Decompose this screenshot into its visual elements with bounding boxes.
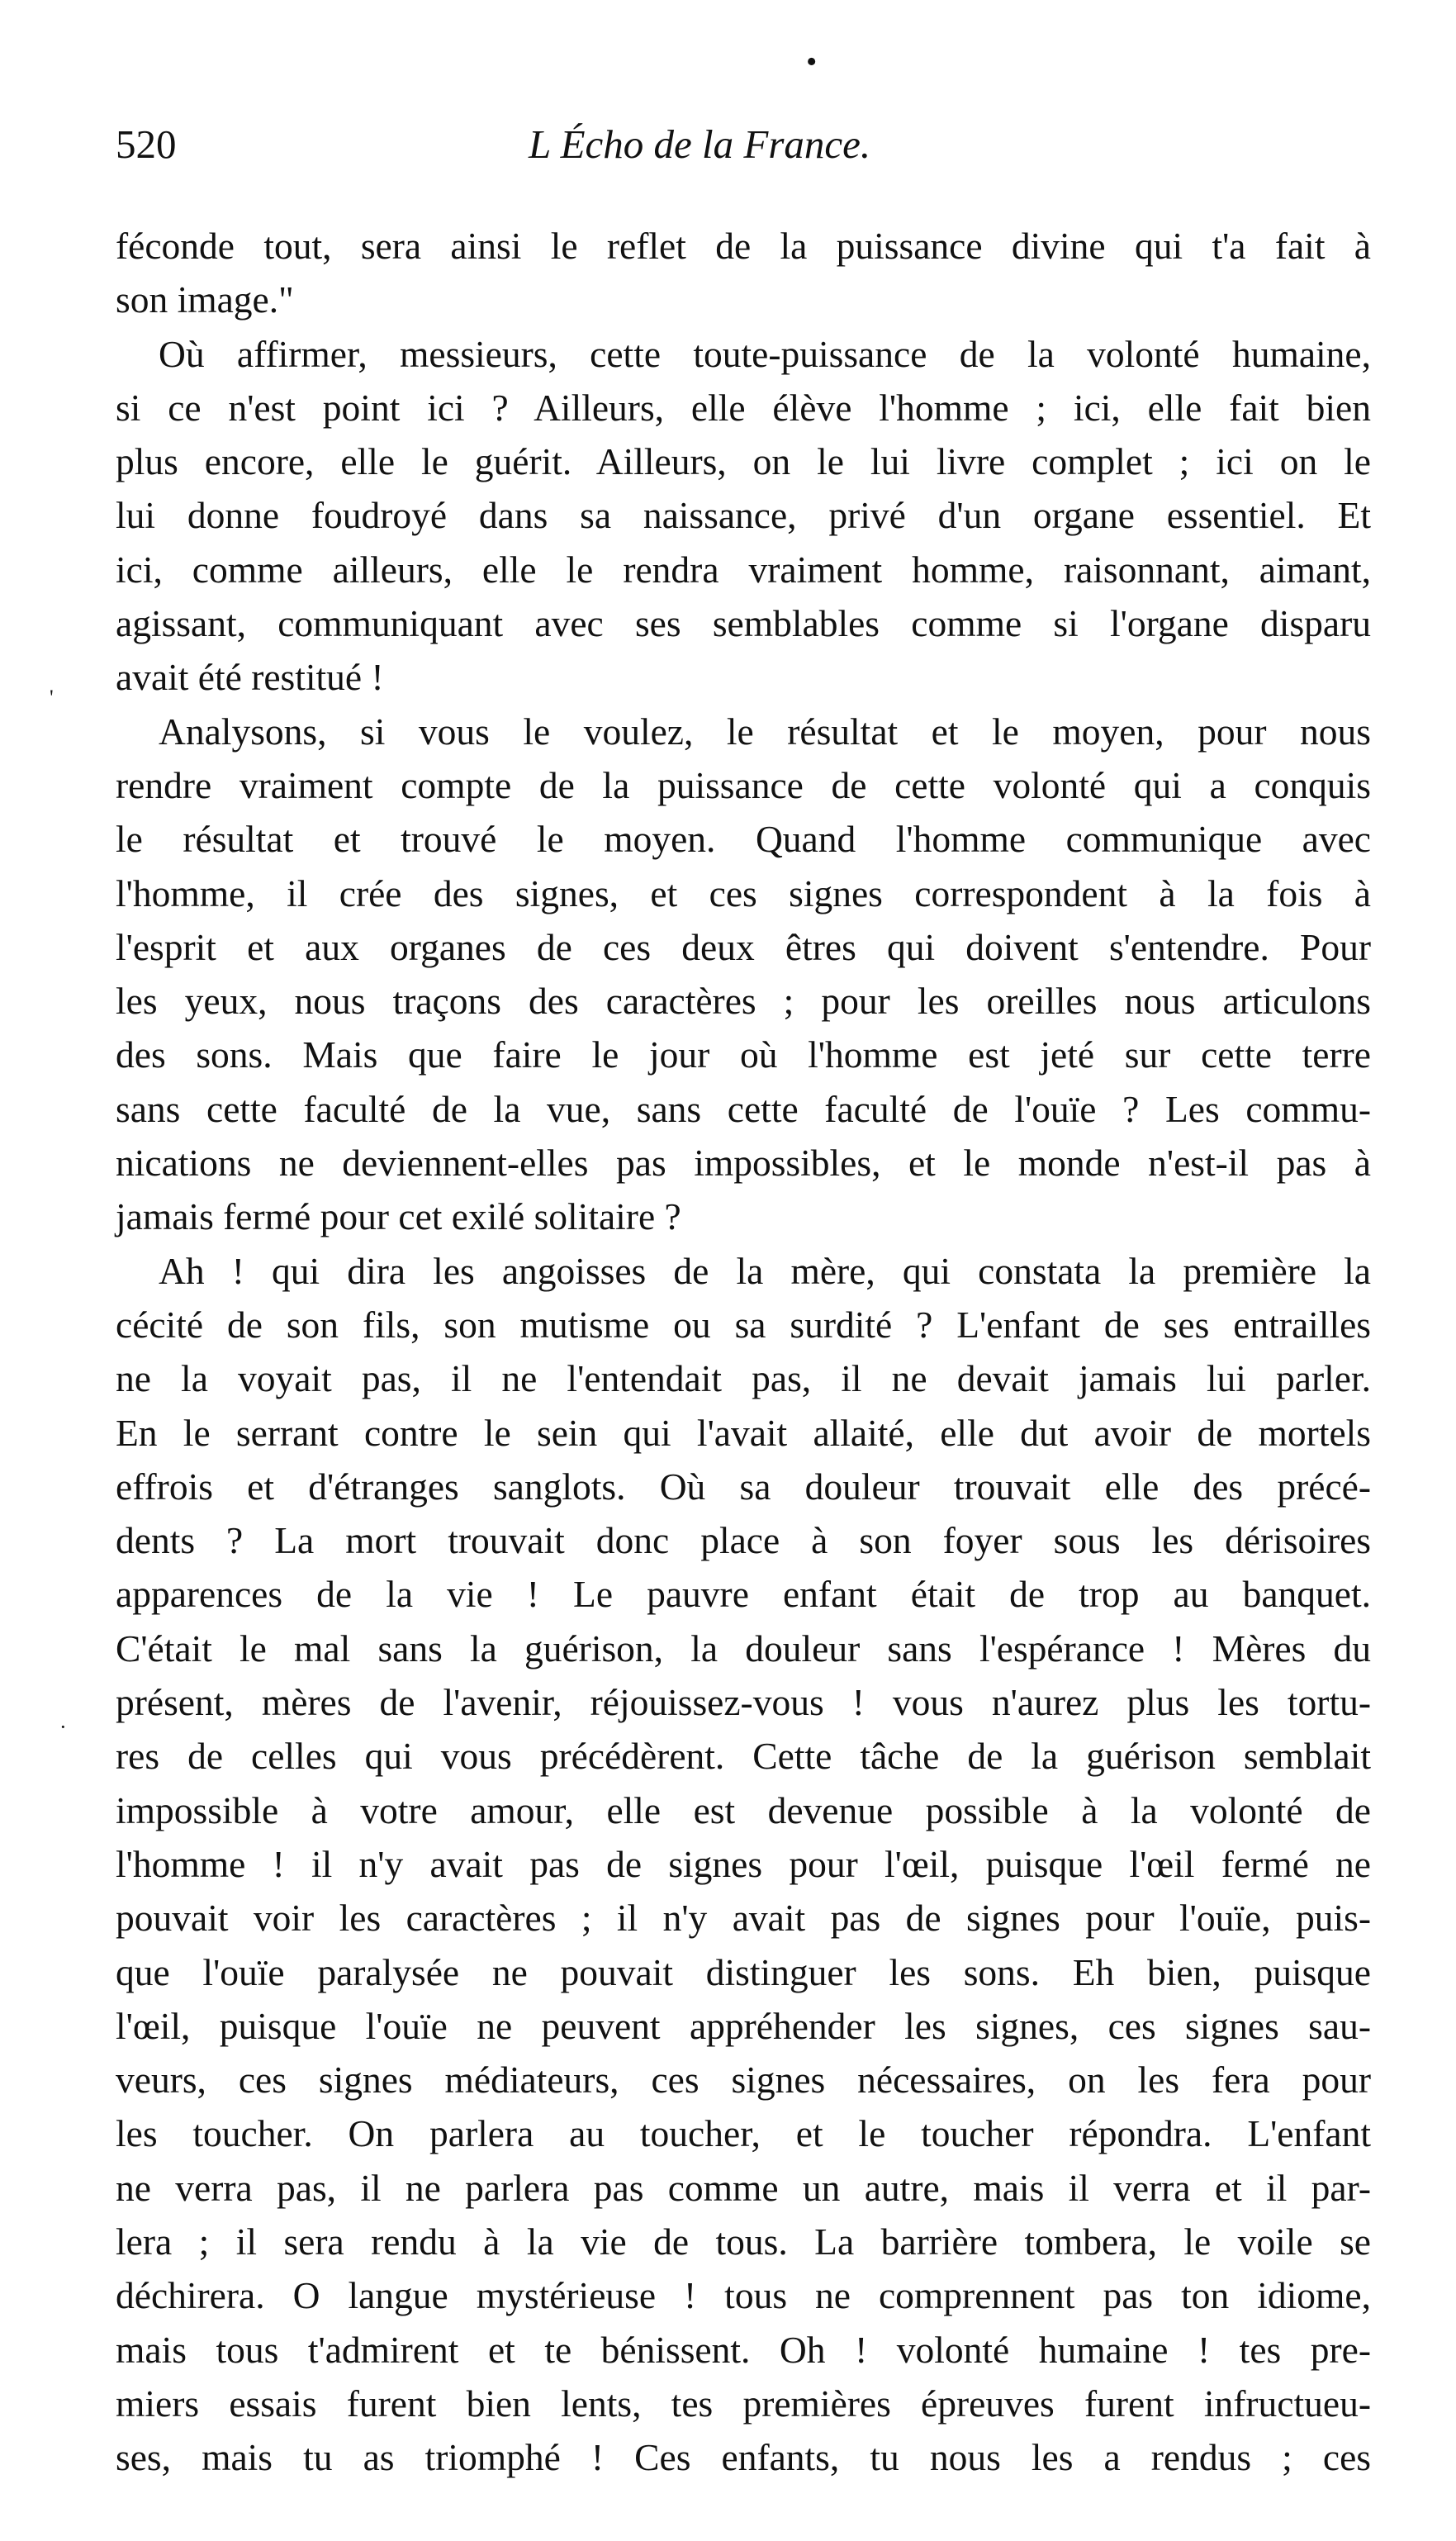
text-line: le résultat et trouvé le moyen. Quand l'homme communique avec <box>116 818 1371 861</box>
text-line: jamais fermé pour cet exilé solitaire ? <box>116 1195 681 1238</box>
page-number: 520 <box>116 121 177 167</box>
running-header <box>116 116 1387 173</box>
text-line: plus encore, elle le guérit. Ailleurs, on le lui livre complet ; ici on le <box>116 440 1371 483</box>
text-line: effrois et d'étranges sanglots. Où sa douleur trouvait elle des précé- <box>116 1465 1371 1508</box>
text-line: Où affirmer, messieurs, cette toute-puissance de la volonté humaine, <box>159 332 1371 375</box>
text-line: pouvait voir les caractères ; il n'y avait pas de signes pour l'ouïe, puis- <box>116 1897 1371 1940</box>
page-top-mark: • <box>806 45 818 79</box>
text-line: l'esprit et aux organes de ces deux êtres qui doivent s'entendre. Pour <box>116 925 1371 968</box>
paragraph-4 <box>116 1244 1371 2485</box>
text-line: Analysons, si vous le voulez, le résultat et le moyen, pour nous <box>159 710 1371 753</box>
text-line: les toucher. On parlera au toucher, et le toucher répondra. L'enfant <box>116 2112 1371 2155</box>
text-line: ici, comme ailleurs, elle le rendra vraiment homme, raisonnant, aimant, <box>116 548 1371 591</box>
text-line: présent, mères de l'avenir, réjouissez-vous ! vous n'aurez plus les tortu- <box>116 1681 1371 1724</box>
text-line: lera ; il sera rendu à la vie de tous. La barrière tombera, le voile se <box>116 2220 1371 2263</box>
text-line: nications ne deviennent-elles pas impossibles, et le monde n'est-il pas à <box>116 1142 1371 1185</box>
text-line: Ah ! qui dira les angoisses de la mère, qui constata la première la <box>159 1249 1371 1292</box>
text-line: lui donne foudroyé dans sa naissance, privé d'un organe essentiel. Et <box>116 494 1371 537</box>
text-line: cécité de son fils, son mutisme ou sa surdité ? L'enfant de ses entrailles <box>116 1303 1371 1346</box>
body-text <box>116 219 1371 2484</box>
text-line: l'homme, il crée des signes, et ces signes correspondent à la fois à <box>116 872 1371 914</box>
text-line: sans cette faculté de la vue, sans cette faculté de l'ouïe ? Les commu- <box>116 1087 1371 1130</box>
text-line: l'homme ! il n'y avait pas de signes pour l'œil, puisque l'œil fermé ne <box>116 1842 1371 1885</box>
text-line: res de celles qui vous précédèrent. Cette tâche de la guérison semblait <box>116 1735 1371 1778</box>
running-title: L Écho de la France. <box>529 121 871 167</box>
paragraph-3 <box>116 705 1371 1244</box>
text-line: ses, mais tu as triomphé ! Ces enfants, tu nous les a rendus ; ces <box>116 2436 1371 2479</box>
text-line: ne verra pas, il ne parlera pas comme un autre, mais il verra et il par- <box>116 2166 1371 2209</box>
paragraph-1 <box>116 219 1371 327</box>
paragraph-2 <box>116 327 1371 705</box>
text-line: ne la voyait pas, il ne l'entendait pas, il ne devait jamais lui parler. <box>116 1357 1371 1400</box>
text-line: miers essais furent bien lents, tes premières épreuves furent infructueu- <box>116 2382 1371 2425</box>
text-line: si ce n'est point ici ? Ailleurs, elle élève l'homme ; ici, elle fait bien <box>116 386 1371 429</box>
margin-mark: ' <box>50 686 54 710</box>
text-line: mais tous t'admirent et te bénissent. Oh ! volonté humaine ! tes pre- <box>116 2328 1371 2371</box>
text-line: des sons. Mais que faire le jour où l'homme est jeté sur cette terre <box>116 1033 1371 1076</box>
text-line: impossible à votre amour, elle est devenue possible à la volonté de <box>116 1788 1371 1831</box>
text-line: C'était le mal sans la guérison, la douleur sans l'espérance ! Mères du <box>116 1627 1371 1669</box>
text-line: l'œil, puisque l'ouïe ne peuvent appréhender les signes, ces signes sau- <box>116 2004 1371 2047</box>
text-line: son image." <box>116 278 294 321</box>
text-line: apparences de la vie ! Le pauvre enfant était de trop au banquet. <box>116 1573 1371 1616</box>
text-line: veurs, ces signes médiateurs, ces signes nécessaires, on les fera pour <box>116 2059 1371 2102</box>
text-line: agissant, communiquant avec ses semblables comme si l'organe disparu <box>116 602 1371 645</box>
text-line: féconde tout, sera ainsi le reflet de la puissance divine qui t'a fait à <box>116 225 1371 267</box>
text-line: les yeux, nous traçons des caractères ; pour les oreilles nous articulons <box>116 980 1371 1023</box>
text-line: dents ? La mort trouvait donc place à son foyer sous les dérisoires <box>116 1519 1371 1562</box>
text-line: rendre vraiment compte de la puissance de cette volonté qui a conquis <box>116 763 1371 806</box>
text-line: En le serrant contre le sein qui l'avait allaité, elle dut avoir de mortels <box>116 1411 1371 1454</box>
text-line: avait été restitué ! <box>116 656 384 699</box>
text-line: déchirera. O langue mystérieuse ! tous ne comprennent pas ton idiome, <box>116 2274 1371 2317</box>
margin-mark: · <box>59 1715 67 1739</box>
text-line: que l'ouïe paralysée ne pouvait distinguer les sons. Eh bien, puisque <box>116 1950 1371 1993</box>
